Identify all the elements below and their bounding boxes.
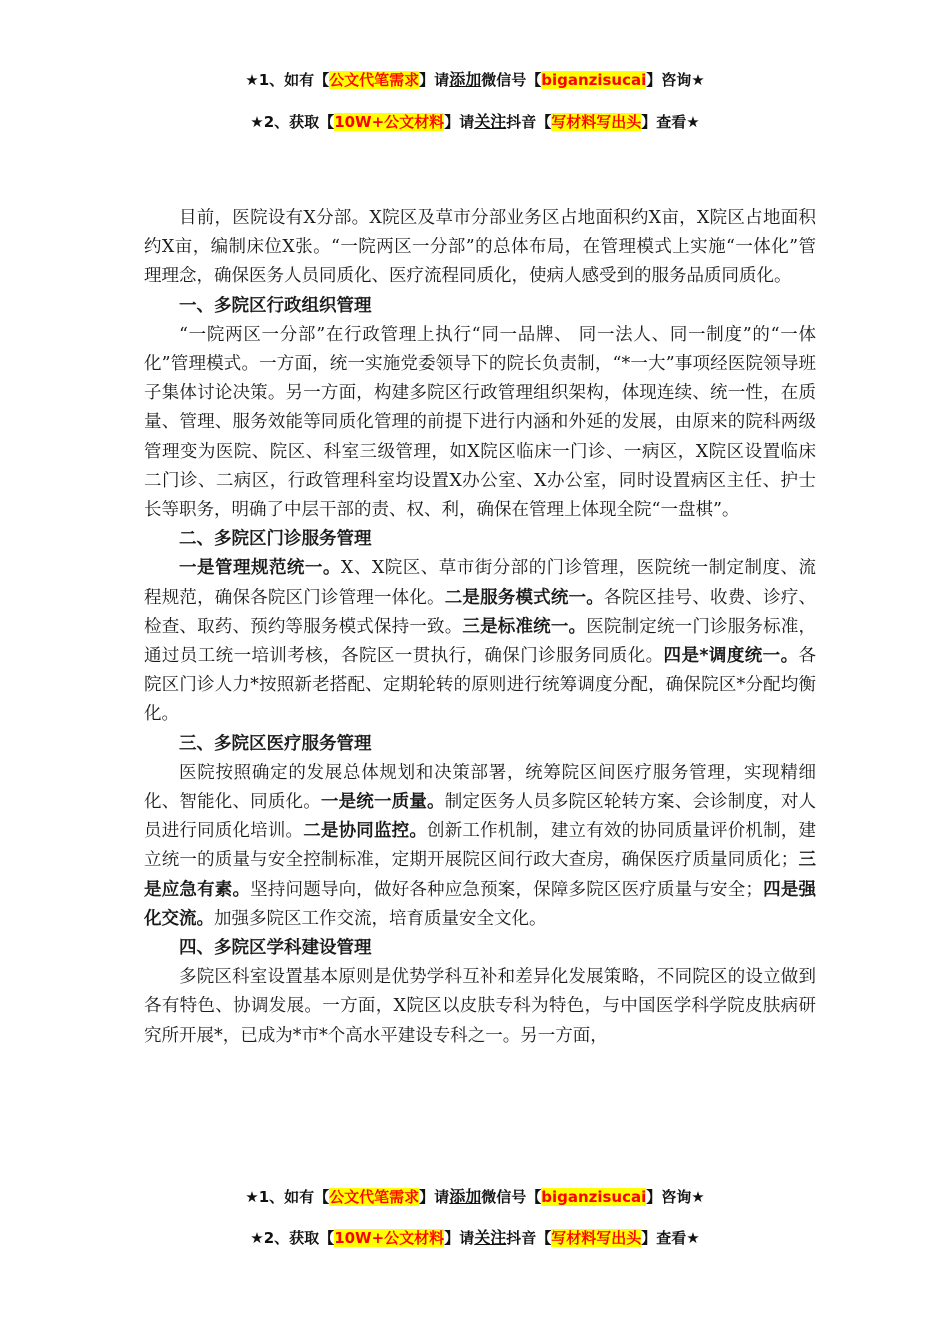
paragraph-text: 医院制定统一门诊服务标准，通过员工统一培训考核，各院区一贯执行，确保门诊服务同质化。: [144, 616, 817, 667]
section-heading-1: 一、多院区行政组织管理: [179, 295, 372, 316]
banner-highlight: biganzisucai: [541, 1188, 647, 1206]
promo-banner-line-1: [0, 68, 950, 92]
bold-lead: 四是强化交流。: [144, 879, 817, 929]
banner-text: 】请: [444, 1229, 475, 1247]
banner-text: ★1、如有【: [245, 1188, 330, 1206]
paragraph-text: 加强多院区工作交流，培育质量安全文化。: [214, 908, 547, 929]
intro-paragraph: 目前，医院设有X分部。X院区及草市分部业务区占地面积约X亩，X院区占地面积约X亩，编制床位X张。“一院两区一分部”的总体布局，在管理模式上实施“一体化”管理理念，确保医务人员同质化、医疗流程同质化，使病人感受到的服务品质同质化。: [144, 208, 816, 287]
banner-highlight: 10W+公文材料: [334, 113, 445, 131]
banner-text: 】请: [419, 71, 450, 89]
banner-text: 抖音【: [506, 1229, 552, 1247]
banner-text: 】咨询★: [646, 1188, 705, 1206]
bold-lead: 三是应急有素。: [144, 850, 817, 900]
banner-text: 】请: [444, 113, 475, 131]
banner-underline: 关注: [474, 1228, 507, 1247]
bold-lead: 三是标准统一。: [462, 616, 587, 637]
document-body: [144, 204, 816, 1051]
promo-banner-line-1-footer: [0, 1185, 950, 1209]
banner-text: 抖音【: [506, 113, 552, 131]
bold-lead: 四是*调度统一。: [663, 646, 799, 667]
bold-lead: 二是协同监控。: [303, 821, 428, 842]
section-paragraph-3: [144, 759, 816, 934]
banner-text: ★2、获取【: [250, 1229, 335, 1247]
section-paragraph-1: “一院两区一分部”在行政管理上执行“同一品牌、 同一法人、同一制度”的“一体化”管理模式。一方面，统一实施党委领导下的院长负责制，“*一大”事项经医院领导班子集体讨论决策。另一方面，构建多院区行政管理组织架构，体现连续、统一性，在质量、管理、服务效能等同质化管理的前提下进行内涵和外延的发展，由原来的院科两级管理变为医院、院区、科室三级管理，如X院区临床一门诊、一病区，X院区设置临床二门诊、二病区，行政管理科室均设置X办公室、X办公室，同时设置病区主任、护士长等职务，明确了中层干部的责、权、利，确保在管理上体现全院“一盘棋”。: [144, 324, 816, 521]
banner-highlight: biganzisucai: [541, 71, 647, 89]
banner-text: 】查看★: [641, 113, 700, 131]
banner-underline: 添加: [449, 70, 482, 89]
banner-text: ★2、获取【: [250, 113, 335, 131]
paragraph-text: 制定医务人员多院区轮转方案、会诊制度，对人员进行同质化培训。: [144, 792, 817, 842]
banner-highlight: 写材料写出头: [551, 113, 642, 131]
section-heading-3: 三、多院区医疗服务管理: [179, 733, 372, 754]
section-paragraph-4: 多院区科室设置基本原则是优势学科互补和差异化发展策略，不同院区的设立做到各有特色、协调发展。一方面，X院区以皮肤专科为特色，与中国医学科学院皮肤病研究所开展*，已成为*市*个高水平建设专科之一。另一方面，: [144, 967, 816, 1046]
promo-banner-line-2: [0, 110, 950, 134]
banner-highlight: 公文代笔需求: [329, 71, 420, 89]
paragraph-text: X、X院区、草市街分部的门诊管理，医院统一制定制度、流程规范，确保各院区门诊管理一体化。: [144, 558, 817, 608]
bold-lead: 二是服务模式统一。: [444, 587, 604, 608]
section-heading-4: 四、多院区学科建设管理: [179, 938, 372, 959]
paragraph-text: 创新工作机制，建立有效的协同质量评价机制，建立统一的质量与安全控制标准，定期开展院区间行政大查房，确保医疗质量同质化；: [144, 821, 817, 871]
section-paragraph-2: [144, 554, 816, 729]
banner-text: 微信号【: [481, 71, 542, 89]
bold-lead: 一是管理规范统一。: [179, 558, 341, 579]
banner-text: 】查看★: [641, 1229, 700, 1247]
promo-banner-line-2-footer: [0, 1226, 950, 1250]
banner-highlight: 写材料写出头: [551, 1229, 642, 1247]
banner-underline: 关注: [474, 112, 507, 131]
section-heading-2: 二、多院区门诊服务管理: [179, 529, 372, 550]
paragraph-text: 坚持问题导向，做好各种应急预案，保障多院区医疗质量与安全；: [250, 879, 763, 900]
banner-text: 】咨询★: [646, 71, 705, 89]
paragraph-text: 各院区门诊人力*按照新老搭配、定期轮转的原则进行统筹调度分配，确保院区*分配均衡化。: [144, 646, 817, 725]
paragraph-text: 医院按照确定的发展总体规划和决策部署，统筹院区间医疗服务管理，实现精细化、智能化、同质化。: [144, 762, 816, 813]
banner-underline: 添加: [449, 1187, 482, 1206]
banner-text: ★1、如有【: [245, 71, 330, 89]
banner-text: 微信号【: [481, 1188, 542, 1206]
banner-highlight: 公文代笔需求: [329, 1188, 420, 1206]
banner-text: 】请: [419, 1188, 450, 1206]
paragraph-text: 各院区挂号、收费、诊疗、检查、取药、预约等服务模式保持一致。: [144, 587, 817, 637]
banner-highlight: 10W+公文材料: [334, 1229, 445, 1247]
bold-lead: 一是统一质量。: [320, 792, 445, 813]
